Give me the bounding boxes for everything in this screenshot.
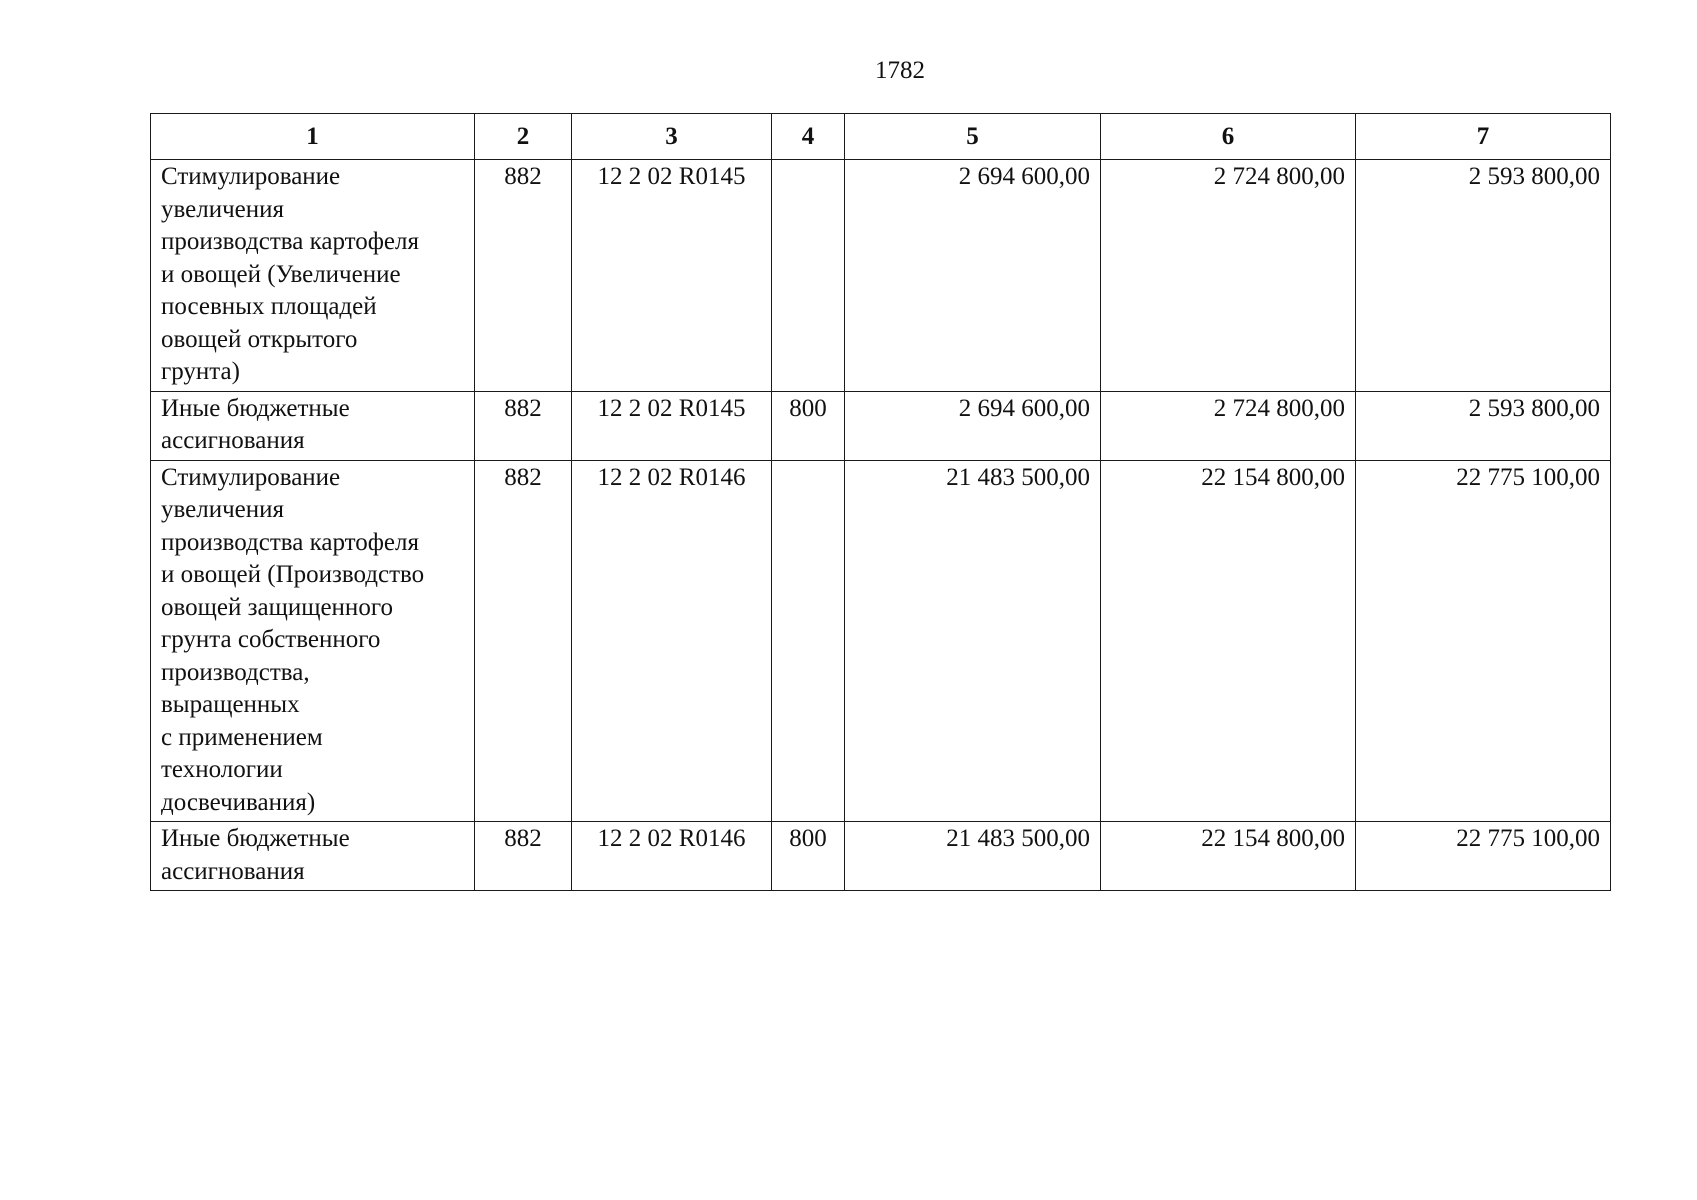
name-line: увеличения xyxy=(161,496,285,523)
name-line: Иные бюджетные xyxy=(161,394,350,422)
csr-cell: 12 2 02 R0145 xyxy=(572,160,772,392)
grbs-cell: 882 xyxy=(475,460,572,822)
row-name-cell xyxy=(151,460,475,822)
column-header-5: 5 xyxy=(845,114,1101,160)
name-line: и овощей (Производство xyxy=(161,561,425,588)
name-line: Иные бюджетные xyxy=(161,825,350,852)
row-name-cell xyxy=(151,160,475,392)
year3-amount-cell: 2 593 800,00 xyxy=(1356,391,1611,460)
name-line: овощей защищенного xyxy=(161,593,393,621)
budget-table xyxy=(150,113,1611,891)
grbs-cell: 882 xyxy=(475,822,572,891)
name-line: овощей открытого xyxy=(161,325,358,353)
year2-amount-cell: 22 154 800,00 xyxy=(1101,460,1356,822)
name-line: грунта) xyxy=(161,358,240,385)
name-line: производства картофеля xyxy=(161,528,420,556)
grbs-cell: 882 xyxy=(475,160,572,392)
csr-cell: 12 2 02 R0146 xyxy=(572,822,772,891)
column-header-6: 6 xyxy=(1101,114,1356,160)
name-line: досвечивания) xyxy=(161,788,316,816)
name-line: производства картофеля xyxy=(161,228,420,255)
name-line: ассигнования xyxy=(161,857,305,885)
year1-amount-cell: 21 483 500,00 xyxy=(845,460,1101,822)
year2-amount-cell: 2 724 800,00 xyxy=(1101,160,1356,392)
name-line: Стимулирование xyxy=(161,463,341,491)
column-header-1: 1 xyxy=(151,114,475,160)
name-line: грунта собственного xyxy=(161,626,381,653)
header-row xyxy=(151,114,1611,160)
year3-amount-cell: 22 775 100,00 xyxy=(1356,822,1611,891)
name-line: Стимулирование xyxy=(161,163,341,190)
column-header-3: 3 xyxy=(572,114,772,160)
table-row xyxy=(151,160,1611,392)
column-header-4: 4 xyxy=(772,114,845,160)
table-row xyxy=(151,822,1611,891)
year1-amount-cell: 2 694 600,00 xyxy=(845,391,1101,460)
year2-amount-cell: 22 154 800,00 xyxy=(1101,822,1356,891)
column-header-2: 2 xyxy=(475,114,572,160)
csr-cell: 12 2 02 R0146 xyxy=(572,460,772,822)
name-line: с применением xyxy=(161,723,323,751)
year3-amount-cell: 2 593 800,00 xyxy=(1356,160,1611,392)
name-line: ассигнования xyxy=(161,427,305,454)
name-line: выращенных xyxy=(161,691,300,718)
vr-cell xyxy=(772,160,845,392)
csr-cell: 12 2 02 R0145 xyxy=(572,391,772,460)
column-header-7: 7 xyxy=(1356,114,1611,160)
row-name-cell xyxy=(151,822,475,891)
name-line: и овощей (Увеличение xyxy=(161,260,401,288)
row-name-cell xyxy=(151,391,475,460)
grbs-cell: 882 xyxy=(475,391,572,460)
vr-cell xyxy=(772,460,845,822)
name-line: посевных площадей xyxy=(161,293,377,320)
table-row xyxy=(151,391,1611,460)
year3-amount-cell: 22 775 100,00 xyxy=(1356,460,1611,822)
name-line: производства, xyxy=(161,658,310,686)
year1-amount-cell: 21 483 500,00 xyxy=(845,822,1101,891)
vr-cell: 800 xyxy=(772,822,845,891)
year2-amount-cell: 2 724 800,00 xyxy=(1101,391,1356,460)
year1-amount-cell: 2 694 600,00 xyxy=(845,160,1101,392)
page-number: 1782 xyxy=(875,57,925,84)
table-row xyxy=(151,460,1611,822)
name-line: технологии xyxy=(161,756,283,783)
vr-cell: 800 xyxy=(772,391,845,460)
name-line: увеличения xyxy=(161,195,285,223)
